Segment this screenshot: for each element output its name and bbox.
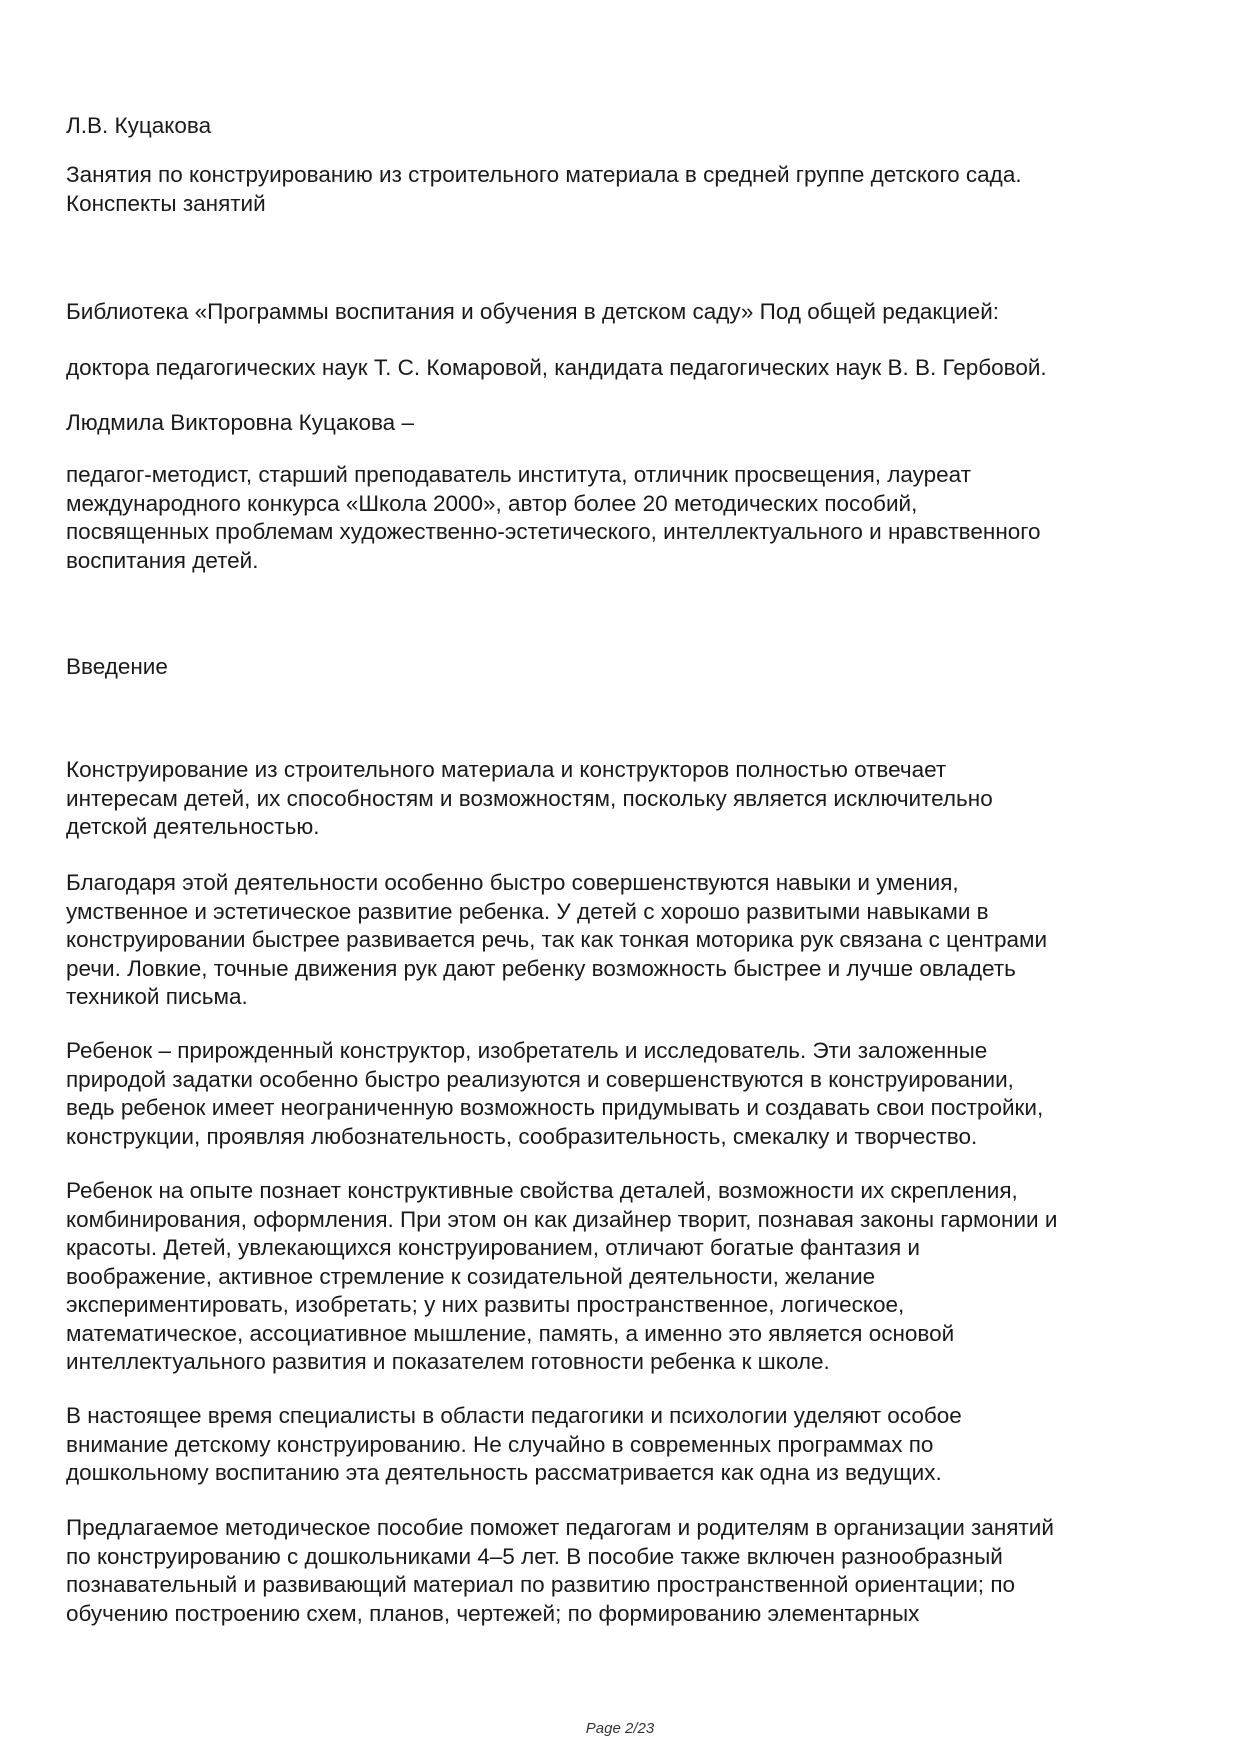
paragraph: Конструирование из строительного материала и конструкторов полностью отвечает интересам детей, их способностям и возможностям, поскольку является исключительно детской деятельностью. — [66, 757, 993, 839]
section-heading: Введение — [66, 654, 168, 679]
paragraph: Ребенок – прирожденный конструктор, изобретатель и исследователь. Эти заложенные природой задатки особенно быстро реализуются и совершенствуются в конструировании, ведь ребенок имеет неограниченную возможность придумывать и создавать свои постройки, конструкции, проявляя любознательность, сообразительность, смекалку и творчество. — [66, 1038, 1044, 1149]
author-full-name: Людмила Викторовна Куцакова – — [66, 410, 414, 435]
library-line: Библиотека «Программы воспитания и обучения в детском саду» Под общей редакцией: — [66, 299, 1000, 324]
author-bio: педагог-методист, старший преподаватель института, отличник просвещения, лауреат международного конкурса «Школа 2000», автор более 20 методических пособий, посвященных проблемам художественно-эстетического, интеллектуального и нравственного воспитания детей. — [66, 462, 1041, 573]
paragraph: Ребенок на опыте познает конструктивные свойства деталей, возможности их скрепления, комбинирования, оформления. При этом он как дизайнер творит, познавая законы гармонии и красоты. Детей, увлекающихся конструированием, отличают богатые фантазия и воображение, активное стремление к созидательной деятельности, желание экспериментировать, изобретать; у них развиты пространственное, логическое, математическое, ассоциативное мышление, память, а именно это является основой интеллектуального развития и показателем готовности ребенка к школе. — [66, 1178, 1058, 1374]
page-number: Page 2/23 — [585, 1720, 655, 1737]
editors-line: доктора педагогических наук Т. С. Комаровой, кандидата педагогических наук В. В. Гербовой. — [66, 355, 1047, 380]
document-title: Занятия по конструированию из строительного материала в средней группе детского сада. Конспекты занятий — [66, 162, 1022, 216]
paragraph: Предлагаемое методическое пособие поможет педагогам и родителям в организации занятий по конструированию с дошкольниками 4–5 лет. В пособие также включен разнообразный познавательный и развивающий материал по развитию пространственной ориентации; по обучению построению схем, планов, чертежей; по формированию элементарных — [66, 1515, 1054, 1626]
paragraph: В настоящее время специалисты в области педагогики и психологии уделяют особое внимание детскому конструированию. Не случайно в современных программах по дошкольному воспитанию эта деятельность рассматривается как одна из ведущих. — [66, 1403, 962, 1485]
author-name: Л.В. Куцакова — [66, 113, 212, 138]
paragraph: Благодаря этой деятельности особенно быстро совершенствуются навыки и умения, умственное и эстетическое развитие ребенка. У детей с хорошо развитыми навыками в конструировании быстрее развивается речь, так как тонкая моторика рук связана с центрами речи. Ловкие, точные движения рук дают ребенку возможность быстрее и лучше овладеть техникой письма. — [66, 870, 1048, 1009]
